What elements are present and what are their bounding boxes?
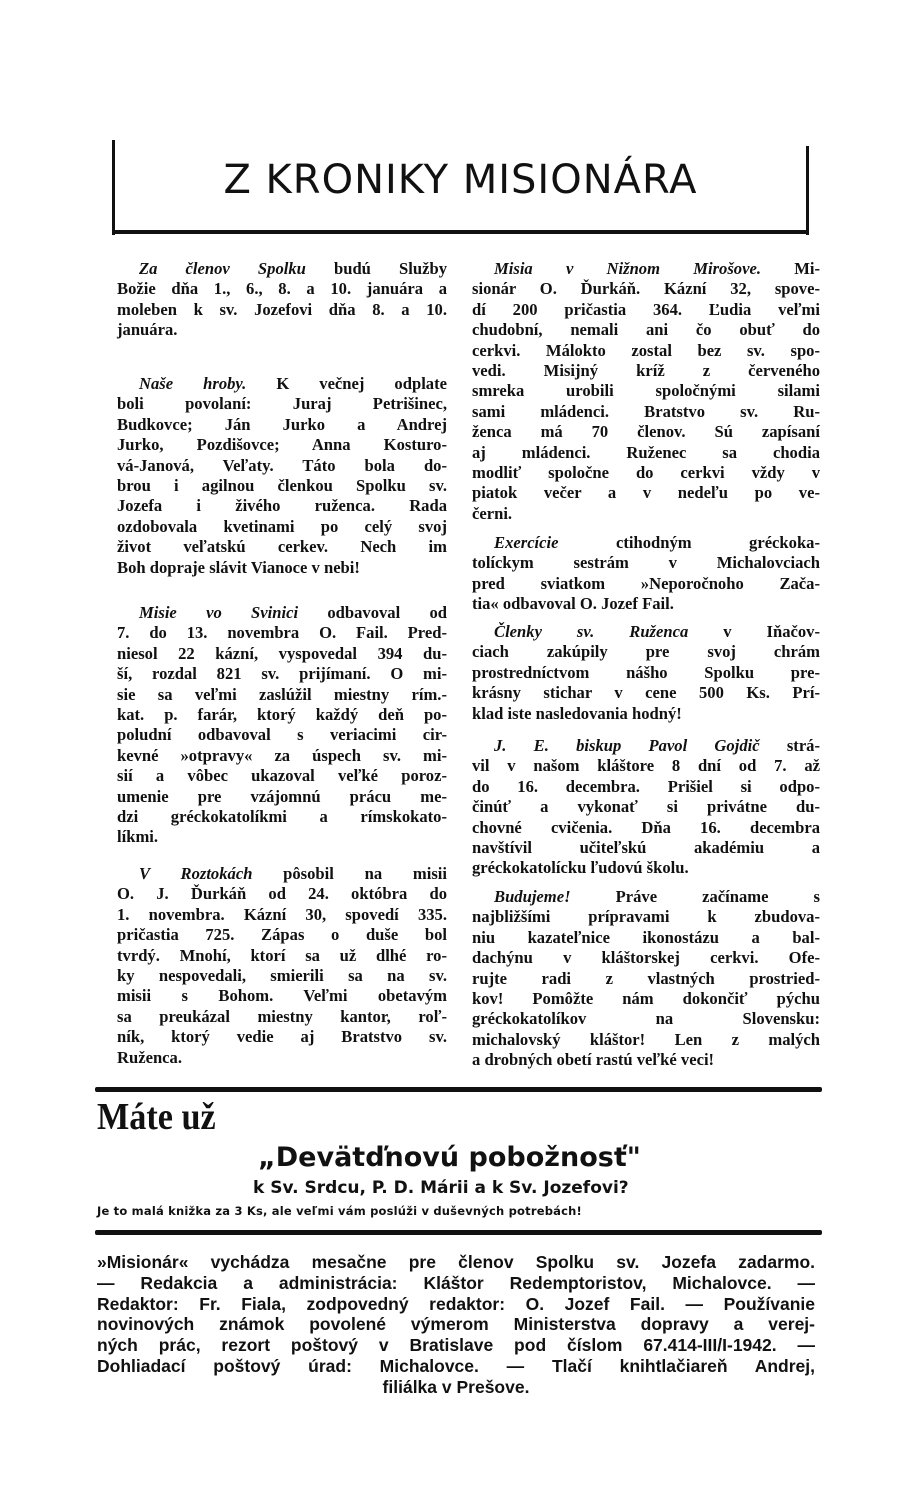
text-line: gréckokatolícku ľudovú školu. — [472, 858, 689, 878]
text-line: modliť spoločne do cerkvi vždy v — [472, 463, 820, 483]
footer-line: Redaktor: Fr. Fiala, zodpovedný redaktor: O. Jozef Fail. — Používanie — [97, 1293, 815, 1314]
text-line: Za členov Spolku budú Služby — [139, 259, 447, 278]
text-line: piatok večer a v nedeľu po ve- — [472, 483, 820, 503]
text-line: Budkovce; Ján Jurko a Andrej — [117, 414, 447, 434]
text-line: michalovský kláštor! Len z malých — [472, 1029, 820, 1049]
ad-note: Je to malá knižka za 3 Ks, ale veľmi vám poslúži v duševných potrebách! — [97, 1204, 582, 1218]
text-line: kov! Pomôžte nám dokončiť pýchu — [472, 989, 820, 1009]
page-title: Z KRONIKY MISIONÁRA — [223, 157, 698, 203]
text-line: Jurko, Pozdišovce; Anna Kosturo- — [117, 435, 447, 455]
paragraph-lead: Za členov Spolku — [139, 259, 306, 278]
text-line: prostredníctvom nášho Spolku pre- — [472, 662, 820, 682]
paragraph-lead: Exercície — [494, 533, 559, 552]
text-line: smreka urobili spoločnými silami — [472, 381, 820, 401]
paragraph-lead: J. E. biskup Pavol Gojdič — [494, 736, 760, 755]
paragraph-lead: Budujeme! — [494, 887, 571, 906]
text-line: poludní odbavoval s veriacimi cir- — [117, 725, 447, 745]
footer-line: — Redakcia a administrácia: Kláštor Redemptoristov, Michalovce. — — [97, 1272, 815, 1293]
text-line: vil v našom kláštore 8 dní od 7. až — [472, 756, 820, 776]
divider-rule — [95, 1087, 822, 1092]
article-paragraph — [472, 736, 820, 879]
text-line: do 16. decembra. Prišiel si odpo- — [472, 776, 820, 796]
text-line: život veľatskú cerkev. Nech im — [117, 537, 447, 557]
text-line: černi. — [472, 503, 513, 523]
text-line: dí 200 pričastia 364. Ľudia veľmi — [472, 299, 820, 319]
text-line: ník, ktorý vedie aj Bratstvo sv. — [117, 1027, 447, 1047]
paragraph-lead: Misia v Nižnom Mirošove. — [494, 259, 761, 278]
text-line: dzi gréckokatolíkmi a rímskokato- — [117, 807, 447, 827]
paragraph-lead: V Roztokách — [139, 864, 253, 883]
text-line: moleben k sv. Jozefovi dňa 8. a 10. — [117, 299, 447, 319]
ad-heading: Máte už — [97, 1096, 216, 1138]
text-line: vá-Janová, Veľaty. Táto bola do- — [117, 455, 447, 475]
publication-footer — [97, 1252, 815, 1398]
text-line: niesol 22 kázní, vyspovedal 394 du- — [117, 643, 447, 663]
article-paragraph — [472, 533, 820, 615]
text-line: V Roztokách pôsobil na misii — [139, 864, 447, 883]
text-line: chovné cvičenia. Dňa 16. decembra — [472, 817, 820, 837]
text-line: Členky sv. Ruženca v Iňačov- — [494, 622, 820, 641]
text-line: Misia v Nižnom Mirošove. Mi- — [494, 259, 820, 278]
footer-line: »Misionár« vychádza mesačne pre členov Spolku sv. Jozefa zadarmo. — [97, 1252, 815, 1272]
text-line: sionár O. Ďurkáň. Kázní 32, spove- — [472, 279, 820, 299]
text-line: pred sviatkom »Neporočnoho Zača- — [472, 573, 820, 593]
footer-line: ných prác, rezort poštový v Bratislave pod číslom 67.414-III/I-1942. — — [97, 1335, 815, 1356]
text-line: pričastia 725. Zápas o duše bol — [117, 925, 447, 945]
text-line: krásny stichar v cene 500 Ks. Prí- — [472, 683, 820, 703]
article-paragraph — [117, 864, 447, 1068]
text-line: ženca má 70 členov. Sú zapísaní — [472, 422, 820, 442]
text-line: Boh dopraje slávit Vianoce v nebi! — [117, 557, 360, 577]
text-line: Jozefa i živého ruženca. Rada — [117, 496, 447, 516]
text-line: ciach zakúpily pre svoj chrám — [472, 642, 820, 662]
text-line: najbližšími prípravami k zbudova- — [472, 907, 820, 927]
text-line: vedi. Misijný kríž z červeného — [472, 361, 820, 381]
text-line: tvrdý. Mnohí, ktorí sa už dlhé ro- — [117, 945, 447, 965]
text-line: O. J. Ďurkáň od 24. októbra do — [117, 884, 447, 904]
article-paragraph — [472, 622, 820, 724]
text-line: navštívil učiteľskú akadémiu a — [472, 838, 820, 858]
text-line: umenie pre vzájomnú prácu me- — [117, 786, 447, 806]
text-line: gréckokatolíkov na Slovensku: — [472, 1009, 820, 1029]
article-paragraph — [472, 259, 820, 524]
text-line: Exercície ctihodným gréckoka- — [494, 533, 820, 552]
ad-subtitle: k Sv. Srdcu, P. D. Márii a k Sv. Jozefovi? — [253, 1178, 629, 1198]
text-line: Budujeme! Práve začíname s — [494, 887, 820, 906]
text-line: dachýnu v kláštorskej cerkvi. Ofe- — [472, 948, 820, 968]
text-line: chudobní, nemali ani čo obuť do — [472, 320, 820, 340]
text-line: 1. novembra. Kázní 30, spovedí 335. — [117, 904, 447, 924]
article-paragraph — [117, 374, 447, 578]
text-line: ozdobovala kvetinami po celý svoj — [117, 516, 447, 536]
text-line: klad iste nasledovania hodný! — [472, 703, 682, 723]
article-paragraph — [117, 259, 447, 341]
text-line: boli povolaní: Juraj Petrišinec, — [117, 394, 447, 414]
text-line: líkmi. — [117, 827, 159, 847]
text-line: tia« odbavoval O. Jozef Fail. — [472, 594, 674, 614]
text-line: J. E. biskup Pavol Gojdič strá- — [494, 736, 821, 755]
text-line: ky nespovedali, smierili sa na sv. — [117, 966, 447, 986]
text-line: Naše hroby. K večnej odplate — [139, 374, 447, 393]
text-line: rujte radi z vlastných prostried- — [472, 968, 820, 988]
text-line: kat. p. farár, ktorý každý deň po- — [117, 705, 447, 725]
paragraph-lead: Členky sv. Ruženca — [494, 622, 689, 641]
text-line: Božie dňa 1., 6., 8. a 10. januára a — [117, 279, 447, 299]
text-line: činúť a vykonať si privátne du- — [472, 797, 820, 817]
paragraph-lead: Naše hroby. — [139, 374, 247, 393]
header-box-right-border — [806, 146, 809, 235]
text-line: cerkvi. Málokto zostal bez sv. spo- — [472, 340, 820, 360]
article-paragraph — [472, 887, 820, 1071]
footer-line: novinových známok povolené výmerom Ministerstva dopravy a verej- — [97, 1314, 815, 1335]
footer-line: filiálka v Prešove. — [382, 1376, 530, 1397]
divider-rule — [95, 1230, 822, 1235]
text-line: Ruženca. — [117, 1047, 182, 1067]
text-line: a drobných obetí rastú veľké veci! — [472, 1050, 715, 1070]
text-line: niu kazateľnice ikonostázu a bal- — [472, 927, 820, 947]
text-line: sami mládenci. Bratstvo sv. Ru- — [472, 401, 820, 421]
text-line: januára. — [117, 320, 178, 340]
footer-line: Dohliadací poštový úrad: Michalovce. — Tlačí knihtlačiareň Andrej, — [97, 1355, 815, 1376]
text-line: kevné »otpravy« za úspech sv. mi- — [117, 745, 447, 765]
text-line: sie sa veľmi zaslúžil miestny rím.- — [117, 684, 447, 704]
text-line: 7. do 13. novembra O. Fail. Pred- — [117, 623, 447, 643]
text-line: aj mládenci. Ruženec sa chodia — [472, 442, 820, 462]
text-line: brou i agilnou členkou Spolku sv. — [117, 476, 447, 496]
text-line: tolíckym sestrám v Michalovciach — [472, 553, 820, 573]
text-line: sa preukázal miestny kantor, roľ- — [117, 1006, 447, 1026]
text-line: Misie vo Svinici odbavoval od — [139, 603, 448, 622]
text-line: sií a vôbec ukazoval veľké poroz- — [117, 766, 447, 786]
text-line: ší, rozdal 821 sv. prijímaní. O mi- — [117, 664, 447, 684]
ad-book-title: „Devätďnovú pobožnosť" — [258, 1142, 641, 1173]
text-line: misii s Bohom. Veľmi obetavým — [117, 986, 447, 1006]
article-paragraph — [117, 603, 447, 848]
header-box-bottom-border — [112, 230, 809, 234]
paragraph-lead: Misie vo Svinici — [139, 603, 299, 622]
